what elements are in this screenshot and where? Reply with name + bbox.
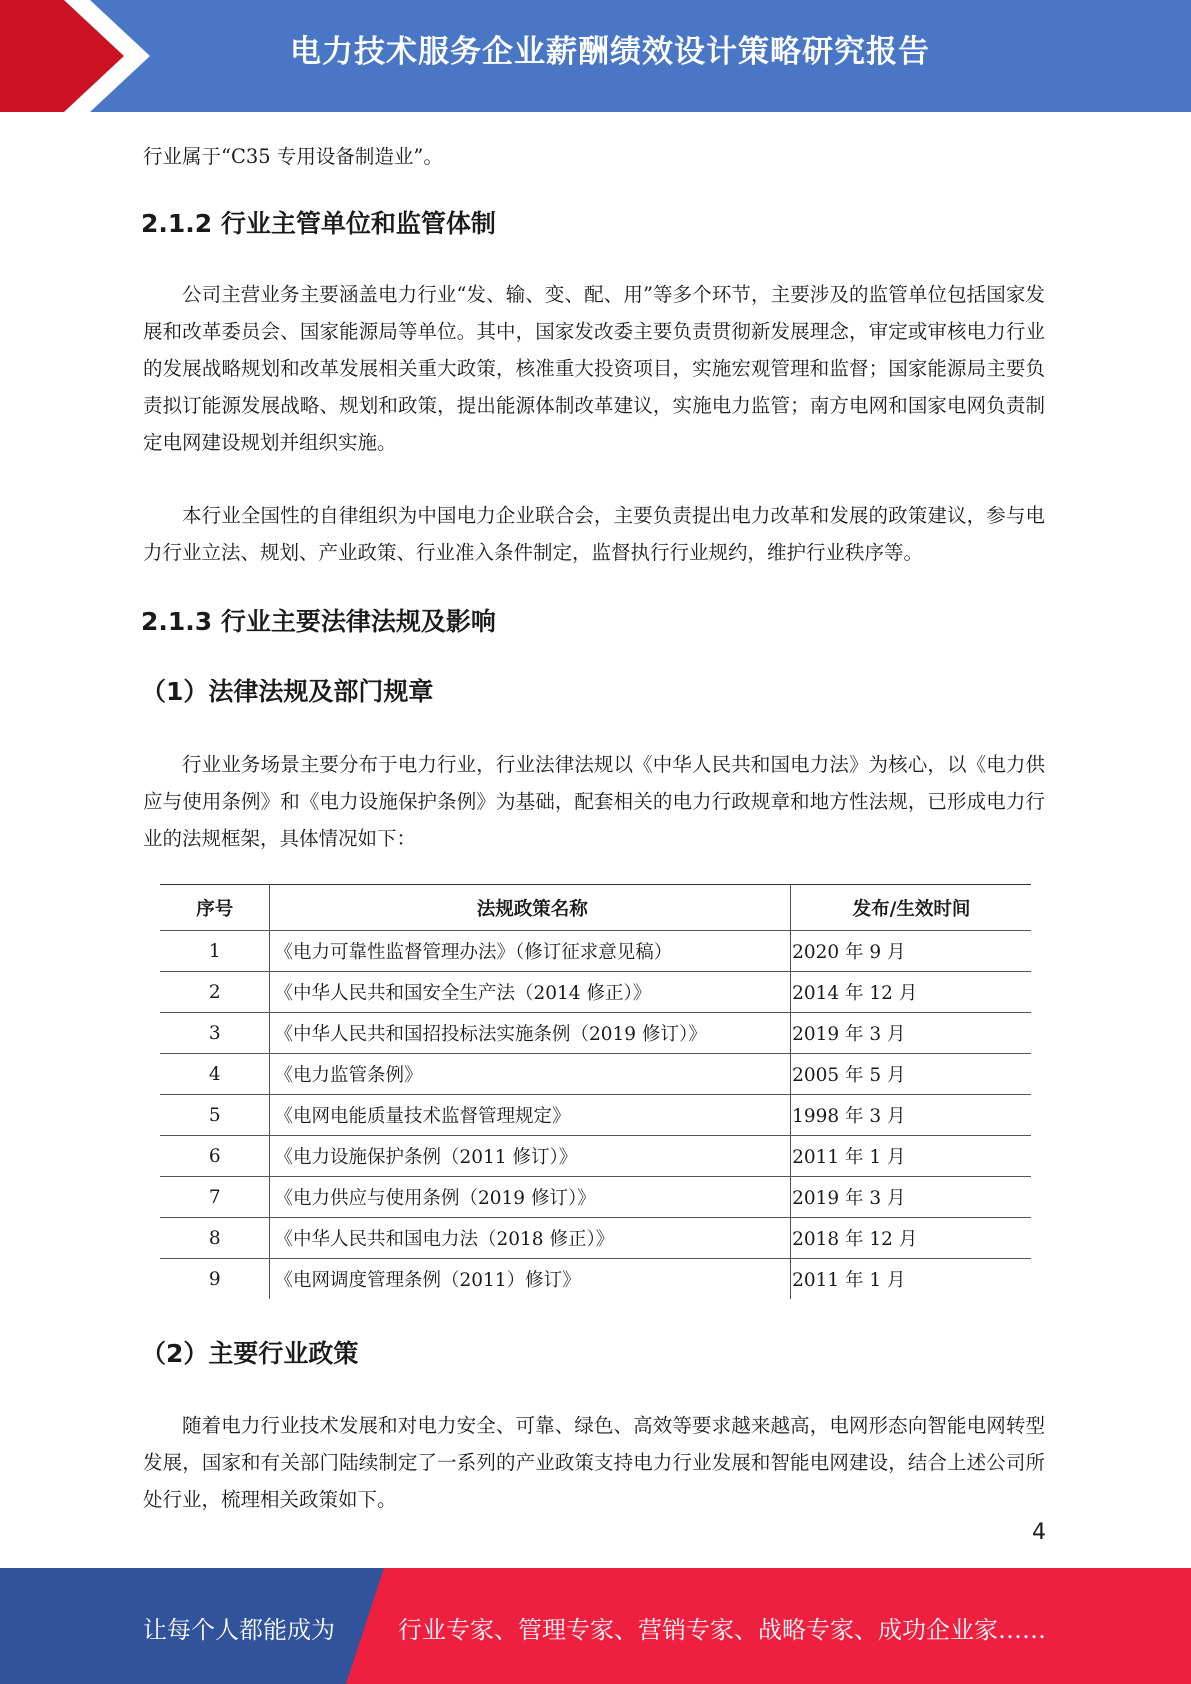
section-body bbox=[143, 276, 1045, 461]
table-cell: 2020 年 9 月 bbox=[791, 931, 1031, 972]
table-cell: 6 bbox=[160, 1136, 270, 1177]
section-body bbox=[143, 746, 1045, 857]
paragraph: 本行业全国性的自律组织为中国电力企业联合会，主要负责提出电力改革和发展的政策建议，参与电力行业立法、规划、产业政策、行业准入条件制定，监督执行行业规约，维护行业秩序等。 bbox=[143, 504, 1045, 564]
table-cell: 《中华人民共和国电力法（2018 修正）》 bbox=[270, 1218, 791, 1259]
table-row bbox=[160, 1013, 1031, 1054]
chevron-decoration-icon bbox=[0, 0, 160, 112]
table-cell: 《电网电能质量技术监督管理规定》 bbox=[270, 1095, 791, 1136]
page-header bbox=[0, 0, 1191, 112]
section-body bbox=[143, 1407, 1045, 1518]
table-header-row bbox=[160, 885, 1031, 931]
table-cell: 7 bbox=[160, 1177, 270, 1218]
table-cell: 《电力可靠性监督管理办法》（修订征求意见稿） bbox=[270, 931, 791, 972]
table-cell: 1998 年 3 月 bbox=[791, 1095, 1031, 1136]
table-cell: 8 bbox=[160, 1218, 270, 1259]
section-body bbox=[143, 497, 1045, 571]
table-cell: 2014 年 12 月 bbox=[791, 972, 1031, 1013]
section-heading-2-1-3: 2.1.3 行业主要法律法规及影响 bbox=[141, 607, 496, 636]
table-cell: 《电网调度管理条例（2011）修订》 bbox=[270, 1259, 791, 1300]
column-header: 法规政策名称 bbox=[270, 885, 791, 931]
header-title: 电力技术服务企业薪酬绩效设计策略研究报告 bbox=[290, 34, 930, 70]
table-row bbox=[160, 1177, 1031, 1218]
footer-slogan-right: 行业专家、管理专家、营销专家、战略专家、成功企业家…… bbox=[398, 1616, 1046, 1644]
table-cell: 2011 年 1 月 bbox=[791, 1136, 1031, 1177]
table-cell: 2011 年 1 月 bbox=[791, 1259, 1031, 1300]
table-cell: 3 bbox=[160, 1013, 270, 1054]
regulations-table bbox=[160, 884, 1031, 1299]
page-footer bbox=[0, 1568, 1191, 1684]
table-cell: 4 bbox=[160, 1054, 270, 1095]
intro-line bbox=[143, 138, 1045, 175]
table-cell: 《电力设施保护条例（2011 修订）》 bbox=[270, 1136, 791, 1177]
table-cell: 2019 年 3 月 bbox=[791, 1177, 1031, 1218]
subsection-heading-policies: （2）主要行业政策 bbox=[141, 1339, 359, 1368]
table-cell: 《中华人民共和国安全生产法（2014 修正）》 bbox=[270, 972, 791, 1013]
table-row bbox=[160, 931, 1031, 972]
table-row bbox=[160, 1136, 1031, 1177]
section-heading-2-1-2: 2.1.2 行业主管单位和监管体制 bbox=[141, 209, 496, 238]
page-number: 4 bbox=[1032, 1520, 1046, 1545]
table-cell: 5 bbox=[160, 1095, 270, 1136]
table-cell: 《电力供应与使用条例（2019 修订）》 bbox=[270, 1177, 791, 1218]
table-row bbox=[160, 972, 1031, 1013]
table-cell: 2005 年 5 月 bbox=[791, 1054, 1031, 1095]
column-header: 发布/生效时间 bbox=[791, 885, 1031, 931]
table-row bbox=[160, 1095, 1031, 1136]
paragraph: 随着电力行业技术发展和对电力安全、可靠、绿色、高效等要求越来越高，电网形态向智能电网转型发展，国家和有关部门陆续制定了一系列的产业政策支持电力行业发展和智能电网建设，结合上述公司所处行业，梳理相关政策如下。 bbox=[143, 1414, 1045, 1511]
paragraph: 行业属于“C35 专用设备制造业”。 bbox=[143, 145, 443, 168]
table-row bbox=[160, 1218, 1031, 1259]
table-cell: 《电力监管条例》 bbox=[270, 1054, 791, 1095]
table-cell: 2018 年 12 月 bbox=[791, 1218, 1031, 1259]
table-cell: 《中华人民共和国招投标法实施条例（2019 修订）》 bbox=[270, 1013, 791, 1054]
footer-slogan-left: 让每个人都能成为 bbox=[143, 1616, 335, 1644]
table-cell: 1 bbox=[160, 931, 270, 972]
paragraph: 行业业务场景主要分布于电力行业，行业法律法规以《中华人民共和国电力法》为核心，以《电力供应与使用条例》和《电力设施保护条例》为基础，配套相关的电力行政规章和地方性法规，已形成电力行业的法规框架，具体情况如下： bbox=[143, 753, 1045, 850]
table-cell: 9 bbox=[160, 1259, 270, 1300]
table-row bbox=[160, 1259, 1031, 1300]
table-cell: 2019 年 3 月 bbox=[791, 1013, 1031, 1054]
paragraph: 公司主营业务主要涵盖电力行业“发、输、变、配、用”等多个环节，主要涉及的监管单位包括国家发展和改革委员会、国家能源局等单位。其中，国家发改委主要负责贯彻新发展理念，审定或审核电力行业的发展战略规划和改革发展相关重大政策，核准重大投资项目，实施宏观管理和监督；国家能源局主要负责拟订能源发展战略、规划和政策，提出能源体制改革建议，实施电力监管；南方电网和国家电网负责制定电网建设规划并组织实施。 bbox=[143, 283, 1045, 454]
table-cell: 2 bbox=[160, 972, 270, 1013]
column-header: 序号 bbox=[160, 885, 270, 931]
subsection-heading-laws: （1）法律法规及部门规章 bbox=[141, 677, 434, 706]
table-row bbox=[160, 1054, 1031, 1095]
